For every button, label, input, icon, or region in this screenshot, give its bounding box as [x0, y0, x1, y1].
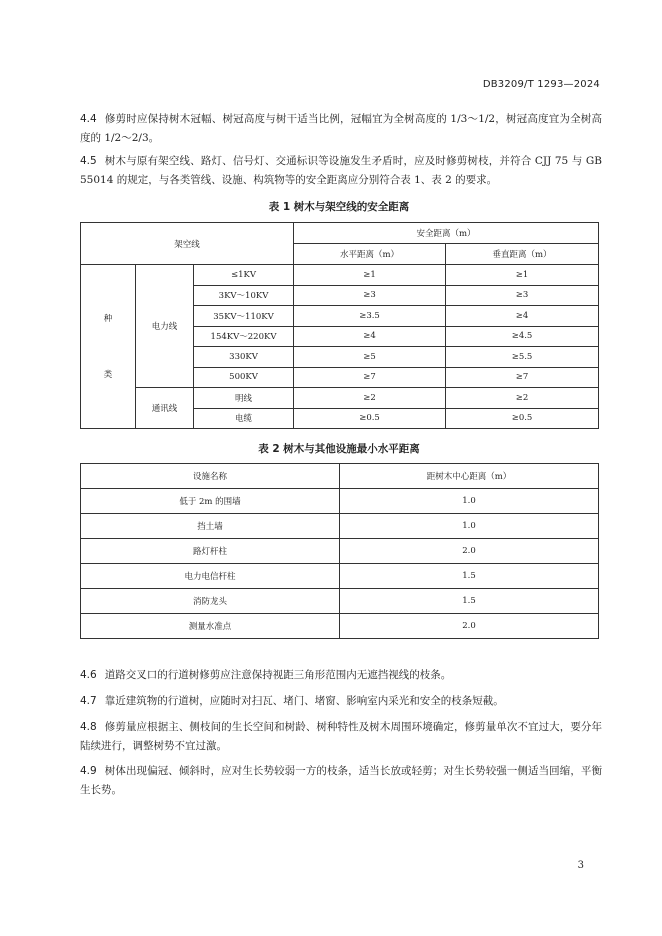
- table-row: [81, 589, 599, 614]
- header-vertical: 垂直距离（m）: [446, 244, 599, 265]
- group-comm-line: 通讯线: [136, 388, 194, 429]
- table-row: [81, 489, 599, 514]
- clause-text: 树木与原有架空线、路灯、信号灯、交通标识等设施发生矛盾时，应及时修剪树枝，并符合 CJJ 75 与 GB 55014 的规定，与各类管线、设施、构筑物等的安全距离应分别符合表 1、表 2 的要求。: [80, 155, 602, 186]
- horizontal-cell: ≥4: [294, 326, 446, 347]
- paragraph-4-9: [80, 762, 602, 800]
- paragraph-4-6: [80, 666, 602, 685]
- horizontal-cell: ≥1: [294, 265, 446, 286]
- table1-overhead-line-distance: [80, 222, 599, 429]
- voltage-cell: 35KV～110KV: [194, 306, 294, 327]
- facility-cell: 挡土墙: [81, 514, 340, 539]
- table-row: [81, 388, 599, 409]
- voltage-cell: 电缆: [194, 408, 294, 429]
- header-safe-distance: 安全距离（m）: [294, 223, 599, 244]
- clause-number: 4.9: [80, 765, 97, 777]
- table-row: [81, 265, 599, 286]
- paragraph-4-8: [80, 718, 602, 756]
- distance-cell: 2.0: [340, 539, 599, 564]
- table2-facility-distance: [80, 463, 599, 639]
- clause-number: 4.7: [80, 695, 97, 707]
- voltage-cell: ≤1KV: [194, 265, 294, 286]
- voltage-cell: 154KV～220KV: [194, 326, 294, 347]
- horizontal-cell: ≥3.5: [294, 306, 446, 327]
- table2-caption: 表 2 树木与其他设施最小水平距离: [258, 443, 420, 455]
- paragraph-4-7: [80, 692, 602, 711]
- facility-cell: 路灯杆柱: [81, 539, 340, 564]
- horizontal-cell: ≥0.5: [294, 408, 446, 429]
- facility-cell: 电力电信杆柱: [81, 564, 340, 589]
- distance-cell: 1.0: [340, 489, 599, 514]
- page-number: 3: [577, 860, 584, 871]
- group-power-line: 电力线: [136, 265, 194, 388]
- clause-text: 修剪时应保持树木冠幅、树冠高度与树干适当比例，冠幅宜为全树高度的 1/3～1/2，树冠高度宜为全树高度的 1/2～2/3。: [80, 113, 602, 144]
- clause-number: 4.8: [80, 721, 97, 733]
- kind-char-2: 类: [103, 369, 113, 380]
- table-row: [81, 514, 599, 539]
- clause-text: 修剪量应根据主、侧枝间的生长空间和树龄、树种特性及树木周围环境确定，修剪量单次不宜过大，要分年陆续进行，调整树势不宜过激。: [80, 721, 602, 752]
- table-row: [81, 564, 599, 589]
- paragraph-4-4: [80, 110, 602, 148]
- table-row: [81, 614, 599, 639]
- horizontal-cell: ≥2: [294, 388, 446, 409]
- kind-char-1: 种: [103, 313, 113, 324]
- facility-cell: 消防龙头: [81, 589, 340, 614]
- voltage-cell: 500KV: [194, 367, 294, 388]
- vertical-cell: ≥0.5: [446, 408, 599, 429]
- vertical-cell: ≥7: [446, 367, 599, 388]
- horizontal-cell: ≥3: [294, 285, 446, 306]
- horizontal-cell: ≥5: [294, 347, 446, 368]
- header-distance: 距树木中心距离（m）: [340, 464, 599, 489]
- vertical-cell: ≥4.5: [446, 326, 599, 347]
- vertical-cell: ≥5.5: [446, 347, 599, 368]
- document-code: DB3209/T 1293—2024: [482, 79, 600, 90]
- clause-number: 4.4: [80, 113, 97, 125]
- clause-text: 道路交叉口的行道树修剪应注意保持视距三角形范围内无遮挡视线的枝条。: [104, 669, 452, 681]
- facility-cell: 测量水准点: [81, 614, 340, 639]
- table1-caption: 表 1 树木与架空线的安全距离: [268, 201, 410, 213]
- vertical-cell: ≥3: [446, 285, 599, 306]
- table-row: [81, 539, 599, 564]
- clause-text: 靠近建筑物的行道树，应随时对扫瓦、堵门、堵窗、影响室内采光和安全的枝条短截。: [104, 695, 504, 707]
- kind-cell: [81, 265, 136, 429]
- distance-cell: 1.5: [340, 589, 599, 614]
- voltage-cell: 明线: [194, 388, 294, 409]
- clause-number: 4.6: [80, 669, 97, 681]
- facility-cell: 低于 2m 的围墙: [81, 489, 340, 514]
- voltage-cell: 3KV～10KV: [194, 285, 294, 306]
- header-facility-name: 设施名称: [81, 464, 340, 489]
- header-overhead-line: 架空线: [81, 223, 294, 265]
- distance-cell: 2.0: [340, 614, 599, 639]
- distance-cell: 1.5: [340, 564, 599, 589]
- vertical-cell: ≥1: [446, 265, 599, 286]
- clause-text: 树体出现偏冠、倾斜时，应对生长势较弱一方的枝条，适当长放或轻剪；对生长势较强一侧适当回缩，平衡生长势。: [80, 765, 602, 796]
- vertical-cell: ≥4: [446, 306, 599, 327]
- horizontal-cell: ≥7: [294, 367, 446, 388]
- distance-cell: 1.0: [340, 514, 599, 539]
- paragraph-4-5: [80, 152, 602, 190]
- clause-number: 4.5: [80, 155, 97, 167]
- vertical-cell: ≥2: [446, 388, 599, 409]
- voltage-cell: 330KV: [194, 347, 294, 368]
- header-horizontal: 水平距离（m）: [294, 244, 446, 265]
